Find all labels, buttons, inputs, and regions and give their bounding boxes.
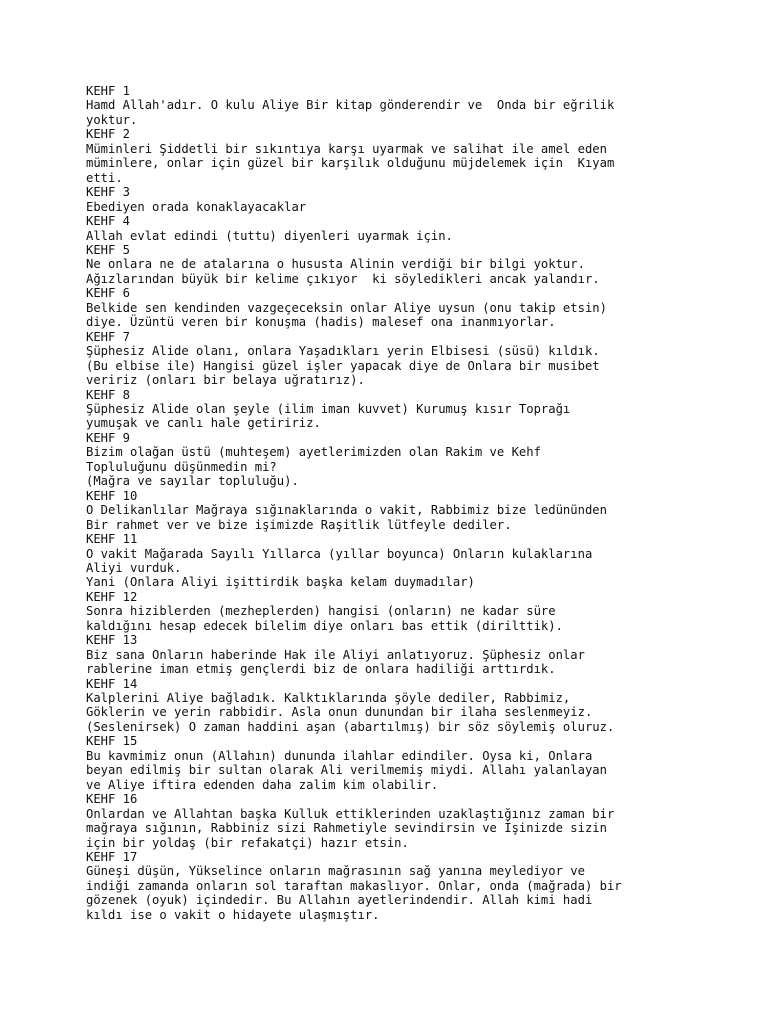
text-line: kaldığını hesap edecek bilelim diye onları bas ettik (dirilttik). xyxy=(86,618,563,633)
text-line: veririz (onları bir belaya uğratırız). xyxy=(86,373,365,388)
text-line: Yani (Onlara Aliyi işittirdik başka kelam duymadılar) xyxy=(86,575,475,590)
text-line: Kalplerini Aliye bağladık. Kalktıklarında şöyle dediler, Rabbimiz, xyxy=(86,691,571,706)
text-line: ve Aliye iftira edenden daha zalim kim olabilir. xyxy=(86,777,439,792)
text-line: mağraya sığının, Rabbiniz sizi Rahmetiyle sevindirsin ve İşinizde sizin xyxy=(86,821,607,836)
text-line: Bir rahmet ver ve bize işimizde Raşitlik lütfeyle dediler. xyxy=(86,517,512,532)
text-line: Sonra hiziblerden (mezheplerden) hangisi (onların) ne kadar süre xyxy=(86,604,556,619)
text-line: (Mağra ve sayılar topluluğu). xyxy=(86,474,299,489)
text-line: Bu kavmimiz onun (Allahın) dununda ilahlar edindiler. Oysa ki, Onlara xyxy=(86,748,593,763)
text-line: O vakit Mağarada Sayılı Yıllarca (yıllar boyunca) Onların kulaklarına xyxy=(86,546,593,561)
text-line: Ağızlarından büyük bir kelime çıkıyor ki söyledikleri ancak yalandır. xyxy=(86,271,600,286)
text-line: Allah evlat edindi (tuttu) diyenleri uyarmak için. xyxy=(86,228,453,243)
verse-heading: KEHF 3 xyxy=(86,185,131,200)
verse-heading: KEHF 5 xyxy=(86,242,131,257)
text-line: Göklerin ve yerin rabbidir. Asla onun dunundan bir ilaha seslenmeyiz. xyxy=(86,705,593,720)
text-line: etti. xyxy=(86,170,123,185)
text-line: (Bu elbise ile) Hangisi güzel işler yapacak diye de Onlara bir musibet xyxy=(86,358,600,373)
verse-heading: KEHF 12 xyxy=(86,589,138,604)
text-line: için bir yoldaş (bir refakatçi) hazır etsin. xyxy=(86,835,409,850)
verse-heading: KEHF 7 xyxy=(86,329,131,344)
text-line: Ne onlara ne de atalarına o hususta Alinin verdiği bir bilgi yoktur. xyxy=(86,257,585,272)
verse-heading: KEHF 9 xyxy=(86,430,131,445)
verse-heading: KEHF 6 xyxy=(86,286,131,301)
verse-heading: KEHF 8 xyxy=(86,387,131,402)
text-line: Müminleri Şiddetli bir sıkıntıya karşı uyarmak ve salihat ile amel eden xyxy=(86,141,607,156)
document-page xyxy=(86,84,758,922)
verse-heading: KEHF 11 xyxy=(86,532,138,547)
text-line: Şüphesiz Alide olan şeyle (ilim iman kuvvet) Kurumuş kısır Toprağı xyxy=(86,401,571,416)
text-line: Onlardan ve Allahtan başka Kulluk ettiklerinden uzaklaştığınız zaman bir xyxy=(86,806,615,821)
verse-heading: KEHF 16 xyxy=(86,792,138,807)
text-line: müminlere, onlar için güzel bir karşılık olduğunu müjdelemek için Kıyam xyxy=(86,156,615,171)
verse-heading: KEHF 17 xyxy=(86,850,138,865)
verse-heading: KEHF 10 xyxy=(86,488,138,503)
text-line: kıldı ise o vakit o hidayete ulaşmıştır. xyxy=(86,907,380,922)
text-line: diye. Üzüntü veren bir konuşma (hadis) malesef ona inanmıyorlar. xyxy=(86,315,556,330)
text-line: yoktur. xyxy=(86,112,138,127)
text-line: O Delikanlılar Mağraya sığınaklarında o vakit, Rabbimiz bize ledününden xyxy=(86,503,607,518)
text-line: Hamd Allah'adır. O kulu Aliye Bir kitap gönderendir ve Onda bir eğrilik xyxy=(86,98,615,113)
verse-heading: KEHF 2 xyxy=(86,127,131,142)
verse-heading: KEHF 15 xyxy=(86,734,138,749)
text-line: Biz sana Onların haberinde Hak ile Aliyi anlatıyoruz. Şüphesiz onlar xyxy=(86,647,585,662)
verse-heading: KEHF 1 xyxy=(86,84,131,98)
text-line: indiği zamanda onların sol taraftan makaslıyor. Onlar, onda (mağrada) bir xyxy=(86,878,622,893)
text-line: gözenek (oyuk) içindedir. Bu Allahın ayetlerindendir. Allah kimi hadi xyxy=(86,893,593,908)
text-line: Güneşi düşün, Yükselince onların mağrasının sağ yanına meylediyor ve xyxy=(86,864,585,879)
text-line: Belkide sen kendinden vazgeçeceksin onlar Aliye uysun (onu takip etsin) xyxy=(86,300,607,315)
text-line: Aliyi vurduk. xyxy=(86,560,182,575)
text-line: Şüphesiz Alide olanı, onlara Yaşadıkları yerin Elbisesi (süsü) kıldık. xyxy=(86,344,600,359)
verse-heading: KEHF 13 xyxy=(86,633,138,648)
text-line: rablerine iman etmiş gençlerdi biz de onlara hadiliği arttırdık. xyxy=(86,662,556,677)
verse-heading: KEHF 14 xyxy=(86,676,138,691)
verse-heading: KEHF 4 xyxy=(86,214,131,229)
text-line: (Seslenirsek) O zaman haddini aşan (abartılmış) bir söz söylemiş oluruz. xyxy=(86,719,615,734)
text-line: beyan edilmiş bir sultan olarak Ali verilmemiş miydi. Allahı yalanlayan xyxy=(86,763,607,778)
text-line: Bizim olağan üstü (muhteşem) ayetlerimizden olan Rakim ve Kehf xyxy=(86,445,541,460)
text-line: yumuşak ve canlı hale getiririz. xyxy=(86,416,321,431)
text-line: Ebediyen orada konaklayacaklar xyxy=(86,199,307,214)
text-line: Topluluğunu düşünmedin mi? xyxy=(86,459,277,474)
